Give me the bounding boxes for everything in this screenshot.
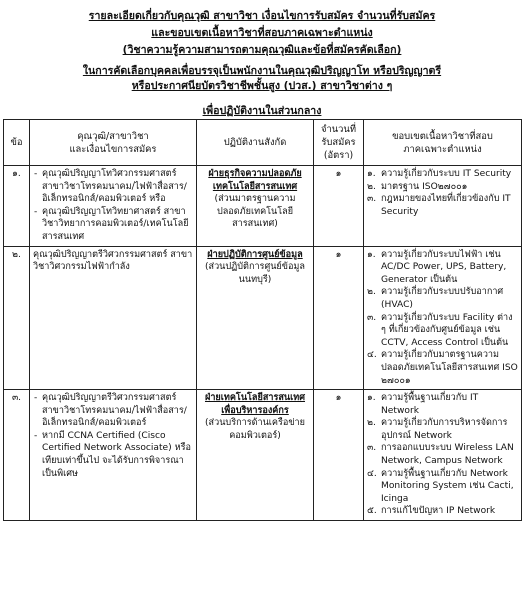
- scope-text: การแก้ไขปัญหา IP Network: [381, 506, 496, 517]
- scope-text: ความรู้เกี่ยวกับระบบไฟฟ้า เช่น AC/DC Power, UPS, Battery, Generator เป็นต้น: [381, 249, 507, 285]
- header-scope: [364, 120, 522, 166]
- unit-subtitle: (ส่วนปฏิบัติการศูนย์ข้อมูลนนทบุรี): [204, 262, 306, 285]
- header-count-line-3: (อัตรา): [323, 150, 354, 161]
- scope-item: [367, 417, 518, 442]
- unit-subtitle: (ส่วนบริการด้านเครือข่ายคอมพิวเตอร์): [205, 418, 305, 441]
- row-number: ๑.: [4, 166, 30, 247]
- heading-line-2: และขอบเขตเนื้อหาวิชาที่สอบภาคเฉพาะตำแหน่ง: [151, 27, 373, 39]
- scope-item: [367, 442, 518, 467]
- header-no: ข้อ: [4, 120, 30, 166]
- row-number: ๓.: [4, 390, 30, 521]
- unit-cell: [197, 166, 314, 247]
- scope-text: กฎหมายของไทยที่เกี่ยวข้องกับ IT Security: [381, 194, 511, 217]
- header-count: [314, 120, 364, 166]
- scope-number: ๑.: [367, 169, 376, 179]
- unit-cell: [197, 390, 314, 521]
- scope-text: การออกแบบระบบ Wireless LAN Network, Campus Network: [381, 443, 514, 467]
- scope-number: ๒.: [367, 287, 376, 298]
- count-cell: ๑: [314, 166, 364, 247]
- qualification-cell: [30, 390, 197, 521]
- header-unit: ปฏิบัติงานสังกัด: [197, 120, 314, 166]
- header-count-line-1: จำนวนที่: [320, 124, 357, 135]
- scope-text: ความรู้เกี่ยวกับการบริหารจัดการอุปกรณ์ Network: [381, 418, 508, 441]
- scope-text: ความรู้พื้นฐานเกี่ยวกับ Network Monitoring System เช่น Cacti, Icinga: [381, 468, 514, 504]
- scope-number: ๔.: [367, 468, 377, 479]
- scope-number: ๔.: [367, 350, 377, 361]
- header-count-line-2: รับสมัคร: [321, 137, 356, 148]
- qualification-item: - คุณวุฒิปริญญาตรีวิศวกรรมศาสตร์ สาขาวิชาโทรคมนาคม/ไฟฟ้าสื่อสาร/อิเล็กทรอนิกส์/คอมพิวเตอร์: [33, 392, 193, 430]
- scope-item: [367, 181, 518, 194]
- scope-text: ความรู้เกี่ยวกับมาตรฐานความปลอดภัยเทคโนโลยีสารสนเทศ ISO ๒๗๐๐๑: [381, 350, 518, 386]
- count-cell: ๑: [314, 390, 364, 521]
- scope-number: ๑.: [367, 393, 376, 404]
- scope-item: [367, 168, 518, 181]
- scope-number: ๓.: [367, 194, 377, 205]
- table-row: [4, 166, 522, 247]
- scope-text: ความรู้เกี่ยวกับระบบ Facility ต่าง ๆ ที่เกี่ยวข้องกับศูนย์ข้อมูล เช่น CCTV, Access Control เป็นต้น: [381, 312, 513, 348]
- header-scope-line-2: ภาคเฉพาะตำแหน่ง: [403, 143, 482, 155]
- header-scope-line-1: ขอบเขตเนื้อหาวิชาที่สอบ: [392, 130, 493, 142]
- scope-item: [367, 468, 518, 506]
- scope-item: [367, 193, 518, 218]
- count-cell: ๑: [314, 246, 364, 390]
- scope-item: [367, 349, 518, 387]
- qualification-item: - คุณวุฒิปริญญาโทวิทยาศาสตร์ สาขาวิชาวิทยาการคอมพิวเตอร์/เทคโนโลยีสารสนเทศ: [33, 206, 193, 244]
- table-row: [4, 390, 522, 521]
- row-number: ๒.: [4, 246, 30, 390]
- heading-line-1: รายละเอียดเกี่ยวกับคุณวุฒิ สาขาวิชา เงื่อนไขการรับสมัคร จำนวนที่รับสมัคร: [88, 10, 436, 22]
- qualification-cell: [30, 246, 197, 390]
- table-row: [4, 246, 522, 390]
- qualification-item: - หากมี CCNA Certified (Cisco Certified Network Associate) หรือเทียบเท่าขึ้นไป จะได้รับการพิจารณาเป็นพิเศษ: [33, 430, 193, 480]
- scope-number: ๑.: [367, 249, 376, 260]
- table-header-row: [4, 120, 522, 166]
- heading-line-5: หรือประกาศนียบัตรวิชาชีพชั้นสูง (ปวส.) สาขาวิชาต่าง ๆ: [131, 80, 393, 92]
- scope-item: [367, 249, 518, 287]
- scope-item: [367, 392, 518, 417]
- scope-cell: [364, 166, 522, 247]
- scope-text: ความรู้พื้นฐานเกี่ยวกับ IT Network: [381, 393, 479, 416]
- unit-title: ฝ่ายปฏิบัติการศูนย์ข้อมูล: [207, 249, 303, 260]
- heading-line-4: ในการคัดเลือกบุคคลเพื่อบรรจุเป็นพนักงานในคุณวุฒิปริญญาโท หรือปริญญาตรี: [82, 65, 442, 77]
- unit-cell: [197, 246, 314, 390]
- scope-item: [367, 505, 518, 518]
- header-qualification-line-1: คุณวุฒิ/สาขาวิชา: [77, 130, 149, 142]
- scope-number: ๓.: [367, 312, 377, 323]
- scope-cell: [364, 246, 522, 390]
- scope-text: ความรู้เกี่ยวกับระบบปรับอากาศ (HVAC): [381, 287, 504, 310]
- scope-number: ๕.: [367, 506, 377, 517]
- unit-title: ฝ่ายธุรกิจความปลอดภัยเทคโนโลยีสารสนเทศ: [208, 169, 302, 192]
- scope-number: ๒.: [367, 418, 376, 429]
- scope-text: ความรู้เกี่ยวกับระบบ IT Security: [381, 169, 512, 179]
- heading-line-3: (วิชาความรู้ความสามารถตามคุณวุฒิและข้อที่สมัครคัดเลือก): [122, 44, 402, 56]
- scope-item: [367, 312, 518, 350]
- scope-number: ๒.: [367, 181, 376, 192]
- qualification-item: - คุณวุฒิปริญญาโทวิศวกรรมศาสตร์ สาขาวิชาโทรคมนาคม/ไฟฟ้าสื่อสาร/อิเล็กทรอนิกส์/คอมพิวเตอร์ หรือ: [33, 168, 193, 206]
- unit-subtitle: (ส่วนมาตรฐานความปลอดภัยเทคโนโลยีสารสนเทศ): [214, 194, 296, 230]
- qualification-item: คุณวุฒิปริญญาตรีวิศวกรรมศาสตร์ สาขาวิชาวิศวกรรมไฟฟ้ากำลัง: [33, 249, 193, 273]
- scope-cell: [364, 390, 522, 521]
- section-subtitle: เพื่อปฏิบัติงานในส่วนกลาง: [202, 105, 322, 117]
- scope-text: มาตรฐาน ISO๒๗๐๐๑: [381, 181, 468, 192]
- qualification-cell: [30, 166, 197, 247]
- header-qualification: [30, 120, 197, 166]
- scope-number: ๓.: [367, 443, 377, 454]
- header-qualification-line-2: และเงื่อนไขการสมัคร: [69, 143, 157, 155]
- unit-title: ฝ่ายเทคโนโลยีสารสนเทศเพื่อบริหารองค์กร: [204, 393, 306, 416]
- scope-item: [367, 286, 518, 311]
- qualification-table: [3, 119, 522, 521]
